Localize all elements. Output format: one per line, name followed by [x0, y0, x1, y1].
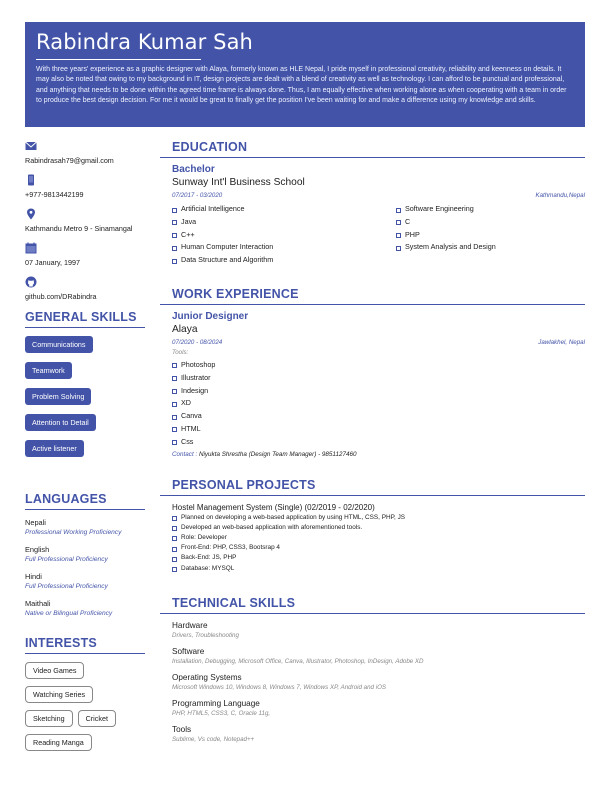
- project-bullet: Database: MYSQL: [172, 564, 585, 574]
- email-text[interactable]: Rabindrasah79@gmail.com: [25, 156, 114, 165]
- tool-item: Photoshop: [172, 359, 585, 372]
- course-list: [172, 203, 585, 267]
- course-item: Artificial Intelligence: [172, 203, 396, 216]
- tools-label: Tools:: [172, 348, 189, 356]
- course-item: Software Engineering: [396, 203, 576, 216]
- candidate-name: Rabindra Kumar Sah: [36, 30, 253, 54]
- project-bullet: Back-End: JS, PHP: [172, 553, 585, 563]
- technical-name: Programming Language: [172, 698, 260, 708]
- contact-dob: [25, 242, 145, 268]
- work-section: [172, 311, 585, 460]
- tool-item: HTML: [172, 423, 585, 436]
- education-heading: EDUCATION: [160, 140, 585, 158]
- technical-desc: Installation, Debugging, Microsoft Office, Canva, Illustrator, Photoshop, InDesign, Adobe XD: [172, 657, 424, 665]
- tool-item: Indesign: [172, 385, 585, 398]
- language-name: Hindi: [25, 572, 42, 581]
- language-item: [25, 518, 145, 537]
- course-column-left: [172, 203, 396, 267]
- contact-email: [25, 140, 145, 166]
- profile-summary: With three years' experience as a graphic designer with Alaya, formerly known as HLE Nepal, I pride myself in professional creativity, reliability and keenness on details. It may also be noted that owing to my background in IT, design projects are dealt with a blend of creativity as well as technology. I can afford to be punctual and professional, and anything that needs to be done within the agreed time frame is always done. Thus, I am equally effective when working alone as when cooperating with a team in order to produce the best design decision. For me it would be great to finally get the position I've been waiting for and make a difference using my knowledge and skills.: [36, 66, 567, 104]
- course-item: C: [396, 216, 576, 229]
- technical-name: Software: [172, 646, 205, 656]
- phone-text: +977-9813442199: [25, 190, 84, 199]
- project-bullet: Developed an web-based application with aforementioned tools.: [172, 523, 585, 533]
- dob-text: 07 January, 1997: [25, 258, 81, 267]
- skill-pill: Communications: [25, 336, 93, 353]
- tool-item: Canva: [172, 410, 585, 423]
- education-location: Kathmandu,Nepal: [535, 192, 585, 199]
- language-name: Nepali: [25, 518, 46, 527]
- phone-icon: [25, 174, 37, 186]
- work-meta: [172, 338, 585, 348]
- header-banner: [25, 22, 585, 127]
- reference-value: Niyukta Shrestha (Design Team Manager) - 9851127460: [198, 450, 357, 458]
- language-item: [25, 545, 145, 564]
- projects-heading: PERSONAL PROJECTS: [160, 478, 585, 496]
- skill-pill: Problem Solving: [25, 388, 91, 405]
- tools-list: [172, 359, 585, 449]
- project-bullet: Planned on developing a web-based application by using HTML, CSS, PHP, JS: [172, 513, 585, 523]
- tool-item: Css: [172, 436, 585, 449]
- skill-pill: Active listener: [25, 440, 84, 457]
- envelope-icon: [25, 140, 37, 152]
- interest-tag: Sketching: [25, 710, 73, 727]
- work-location: Jawlakhel, Nepal: [538, 338, 585, 346]
- skill-pill: Teamwork: [25, 362, 72, 379]
- technical-name: Tools: [172, 724, 192, 734]
- technical-desc: Microsoft Windows 10, Windows 8, Windows 7, Windows XP, Android and iOS: [172, 683, 387, 691]
- reference-label: Contact :: [172, 450, 198, 458]
- degree: Bachelor: [172, 164, 215, 175]
- language-name: Maithali: [25, 599, 51, 608]
- language-item: [25, 572, 145, 591]
- tool-item: XD: [172, 397, 585, 410]
- course-item: System Analysis and Design: [396, 241, 576, 254]
- language-level: Professional Working Proficiency: [25, 529, 122, 536]
- course-item: Data Structure and Algorithm: [172, 254, 396, 267]
- general-skills-list: [25, 336, 145, 466]
- interest-tag: Watching Series: [25, 686, 93, 703]
- calendar-icon: [25, 242, 37, 254]
- interests-list: [25, 662, 150, 758]
- project-title: Hostel Management System (Single) (02/2019 - 02/2020): [172, 502, 375, 512]
- language-name: English: [25, 545, 50, 554]
- technical-item: [172, 646, 585, 666]
- projects-section: [172, 502, 585, 574]
- company-name: Alaya: [172, 323, 198, 335]
- right-column: [172, 140, 585, 750]
- technical-item: [172, 698, 585, 718]
- technical-heading: TECHNICAL SKILLS: [160, 596, 585, 614]
- location-pin-icon: [25, 208, 37, 220]
- course-item: Human Computer Interaction: [172, 241, 396, 254]
- education-meta: [172, 191, 585, 201]
- education-section: [172, 164, 585, 267]
- technical-desc: PHP, HTML5, CSS3, C, Oracle 11g,: [172, 709, 271, 717]
- address-text: Kathmandu Metro 9 - Sinamangal: [25, 224, 133, 233]
- course-item: Java: [172, 216, 396, 229]
- language-level: Full Professional Proficiency: [25, 583, 108, 590]
- technical-desc: Sublime, Vs code, Notepad++: [172, 735, 255, 743]
- interests-heading: INTERESTS: [25, 636, 145, 654]
- work-reference: [172, 450, 585, 460]
- course-column-right: [396, 203, 576, 267]
- course-item: C++: [172, 229, 396, 242]
- interest-tag: Cricket: [78, 710, 116, 727]
- school-name: Sunway Int'l Business School: [172, 177, 305, 188]
- technical-name: Hardware: [172, 620, 208, 630]
- language-item: [25, 599, 145, 618]
- project-bullet: Role: Developer: [172, 533, 585, 543]
- work-dates: 07/2020 - 08/2024: [172, 338, 223, 346]
- general-skills-heading: GENERAL SKILLS: [25, 310, 145, 328]
- technical-section: [172, 620, 585, 744]
- technical-item: [172, 724, 585, 744]
- education-dates: 07/2017 - 03/2020: [172, 192, 223, 199]
- language-level: Native or Bilingual Proficiency: [25, 610, 113, 617]
- technical-item: [172, 620, 585, 640]
- course-item: PHP: [396, 229, 576, 242]
- interest-tag: Reading Manga: [25, 734, 92, 751]
- contact-phone: [25, 174, 145, 200]
- technical-desc: Drivers, Troubleshooting: [172, 631, 239, 639]
- name-underline: [36, 59, 201, 60]
- tool-item: Illustrator: [172, 372, 585, 385]
- project-bullet: Front-End: PHP, CSS3, Bootsrap 4: [172, 543, 585, 553]
- contact-github: [25, 276, 145, 302]
- languages-list: [25, 518, 145, 618]
- work-heading: WORK EXPERIENCE: [160, 287, 585, 305]
- skill-pill: Attention to Detail: [25, 414, 96, 431]
- github-icon: [25, 276, 37, 288]
- job-role: Junior Designer: [172, 310, 249, 322]
- technical-name: Operating Systems: [172, 672, 242, 682]
- interest-tag: Video Games: [25, 662, 84, 679]
- contact-address: [25, 208, 145, 234]
- language-level: Full Professional Proficiency: [25, 556, 108, 563]
- left-column: [25, 140, 145, 758]
- languages-heading: LANGUAGES: [25, 492, 145, 510]
- github-text[interactable]: github.com/DRabindra: [25, 292, 97, 301]
- technical-item: [172, 672, 585, 692]
